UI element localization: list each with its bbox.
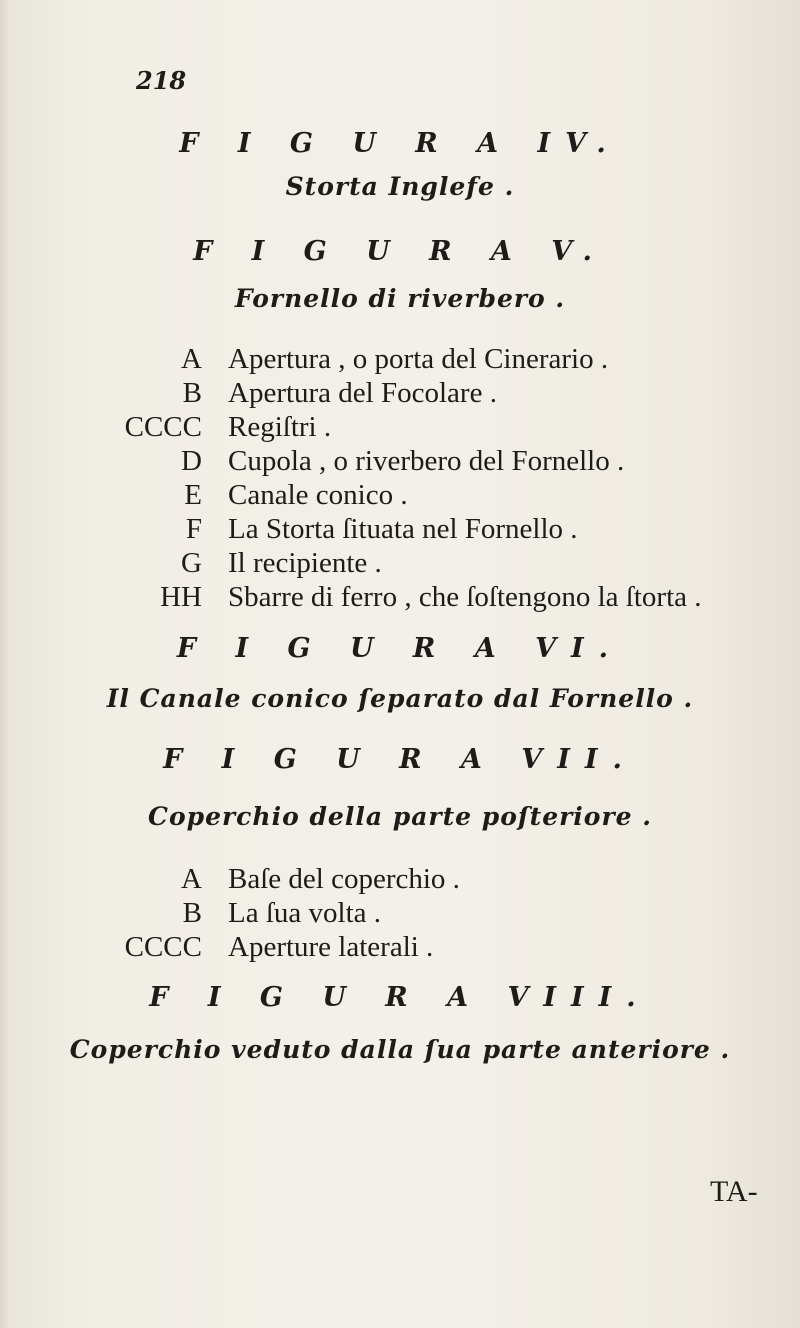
page-number: 218 [136,66,187,95]
figure-7-caption: Coperchio della parte poſteriore . [148,802,652,831]
legend-key: B [182,897,202,929]
figure-8-caption: Coperchio veduto dalla ſua parte anteriore . [69,1035,731,1064]
legend-key: CCCC [124,931,202,963]
legend-key: CCCC [124,411,202,443]
legend-text: Canale conico . [228,479,408,511]
figure-4-caption: Storta Inglefe . [285,172,515,201]
figure-4-heading: F I G U R A IV. [179,128,621,159]
legend-text: Apertura del Focolare . [228,377,497,409]
legend-row [0,862,800,896]
legend-text: Cupola , o riverbero del Fornello . [228,445,625,477]
legend-row [0,376,800,410]
legend-text: Sbarre di ferro , che ſoſtengono la ſtorta . [228,581,702,613]
legend-text: Il recipiente . [228,547,382,579]
legend-key: D [181,445,202,477]
legend-key: E [184,479,202,511]
legend-key: HH [160,581,202,613]
legend-row [0,546,800,580]
legend-row [0,896,800,930]
legend-row [0,478,800,512]
figure-6-caption: Il Canale conico ſeparato dal Fornello . [106,684,694,713]
legend-key: G [181,547,202,579]
legend-key: A [181,343,202,375]
legend-text: Baſe del coperchio . [228,863,460,895]
figure-8-heading: F I G U R A VIII. [149,982,651,1013]
figure-7-heading: F I G U R A VII. [163,744,637,775]
legend-row [0,342,800,376]
legend-key: F [185,513,202,545]
legend-row [0,410,800,444]
legend-key: B [182,377,202,409]
legend-text: La ſua volta . [228,897,382,929]
figure-6-heading: F I G U R A VI. [176,633,624,664]
legend-row [0,444,800,478]
legend-text: La Storta ſituata nel Fornello . [228,513,578,545]
legend-text: Apertura , o porta del Cinerario . [228,343,609,375]
catchword: TA- [710,1175,758,1208]
legend-key: A [181,863,202,895]
legend-text: Aperture laterali . [228,931,434,963]
figure-5-caption: Fornello di riverbero . [234,284,566,313]
figure-5-heading: F I G U R A V. [193,236,607,267]
legend-row [0,512,800,546]
legend-row [0,580,800,614]
legend-row [0,930,800,964]
legend-text: Regiſtri . [228,411,332,443]
